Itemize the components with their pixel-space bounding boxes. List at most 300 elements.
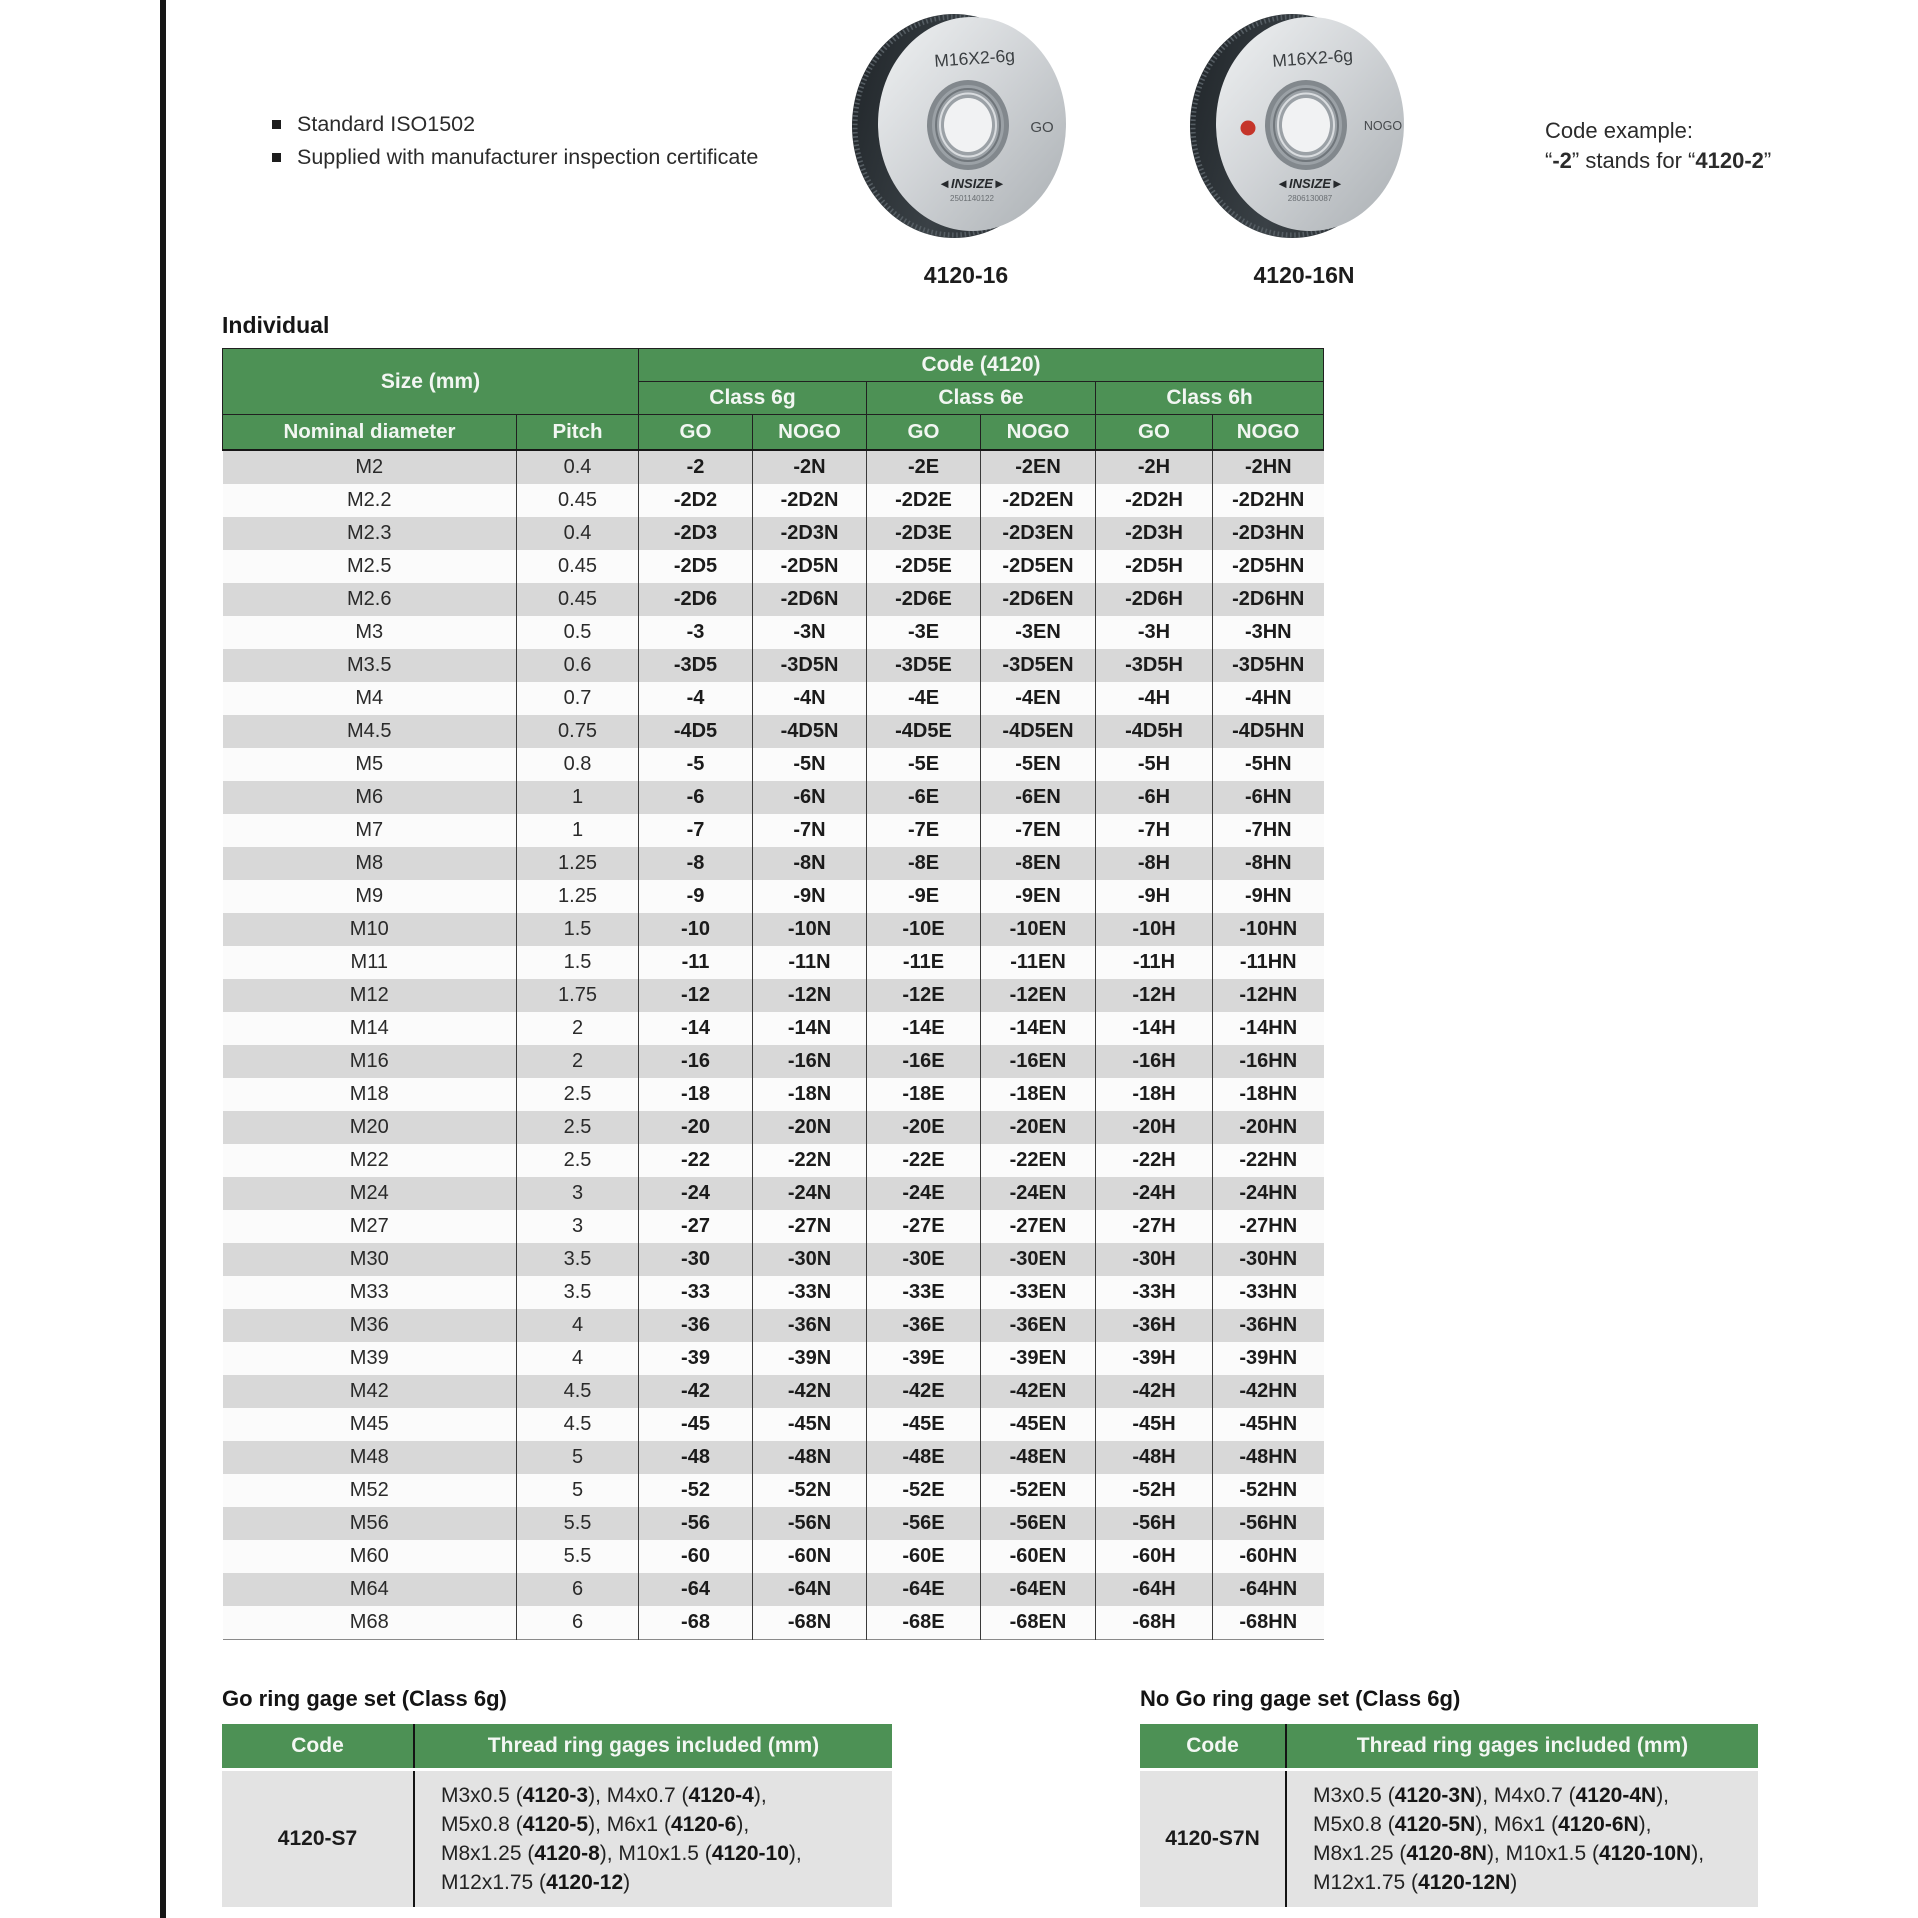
order-code-cell: -12N [753, 979, 867, 1012]
order-code-cell: -27N [753, 1210, 867, 1243]
ring-marking-text: M16X2-6g [933, 45, 1016, 71]
order-code-cell: -52EN [981, 1474, 1096, 1507]
order-code-cell: -2D3E [867, 517, 981, 550]
order-code-cell: -27EN [981, 1210, 1096, 1243]
nogo-set-title: No Go ring gage set (Class 6g) [1140, 1686, 1461, 1711]
order-code-cell: -2D6E [867, 583, 981, 616]
size-row [223, 1474, 1324, 1507]
order-code-cell: -2H [1096, 450, 1213, 484]
header-nogo: NOGO [753, 415, 867, 451]
nogo-set-included-cell [1286, 1770, 1758, 1908]
size-row [223, 1111, 1324, 1144]
order-code-cell: -2D3HN [1213, 517, 1324, 550]
order-code-cell: -22 [639, 1144, 753, 1177]
header-class-6e: Class 6e [867, 382, 1096, 415]
order-code-cell: -2D5H [1096, 550, 1213, 583]
size-row [223, 1078, 1324, 1111]
pitch-cell: 0.6 [517, 649, 639, 682]
order-code-cell: -48E [867, 1441, 981, 1474]
order-code-cell: -2D2H [1096, 484, 1213, 517]
order-code-cell: -18N [753, 1078, 867, 1111]
order-code-cell: -39N [753, 1342, 867, 1375]
order-code-cell: -56EN [981, 1507, 1096, 1540]
order-code-cell: -36H [1096, 1309, 1213, 1342]
order-code-cell: -4D5 [639, 715, 753, 748]
pitch-cell: 3 [517, 1177, 639, 1210]
order-code-cell: -5 [639, 748, 753, 781]
order-code-cell: -11E [867, 946, 981, 979]
nominal-diameter-cell: M68 [349, 1611, 389, 1633]
order-code-cell: -24H [1096, 1177, 1213, 1210]
header-pitch: Pitch [517, 415, 639, 451]
order-code-cell: -18 [639, 1078, 753, 1111]
order-code-cell: -52N [753, 1474, 867, 1507]
nogo-ring-gage-image [1186, 8, 1422, 244]
order-code-cell: -5EN [981, 748, 1096, 781]
nominal-diameter-cell: M64 [349, 1578, 389, 1600]
order-code-cell: -2HN [1213, 450, 1324, 484]
nominal-diameter-cell: M6 [355, 786, 384, 808]
order-code-cell: -10H [1096, 913, 1213, 946]
order-code-cell: -33 [639, 1276, 753, 1309]
nominal-diameter-cell: M2 [355, 456, 384, 478]
nominal-diameter-cell: M20 [349, 1116, 389, 1138]
go-ring-caption: 4120-16 [923, 262, 1009, 288]
order-code-cell: -22H [1096, 1144, 1213, 1177]
pitch-cell: 1 [517, 781, 639, 814]
size-row [223, 1243, 1324, 1276]
go-set-table [222, 1724, 892, 1907]
order-code-cell: -64N [753, 1573, 867, 1606]
nominal-diameter-cell: M36 [349, 1314, 389, 1336]
order-code-cell: -24E [867, 1177, 981, 1210]
order-code-cell: -4HN [1213, 682, 1324, 715]
included-line: M3x0.5 (4120-3), M4x0.7 (4120-4), [441, 1784, 767, 1807]
order-code-cell: -12E [867, 979, 981, 1012]
order-code-cell: -11H [1096, 946, 1213, 979]
header-class-6g: Class 6g [639, 382, 867, 415]
order-code-cell: -33N [753, 1276, 867, 1309]
order-code-cell: -2D3H [1096, 517, 1213, 550]
order-code-cell: -45N [753, 1408, 867, 1441]
size-row [223, 814, 1324, 847]
pitch-cell: 0.7 [517, 682, 639, 715]
go-set-header-included: Thread ring gages included (mm) [414, 1724, 892, 1770]
order-code-cell: -9HN [1213, 880, 1324, 913]
insize-logo: ◄INSIZE► [1276, 176, 1344, 191]
size-row [223, 1012, 1324, 1045]
nominal-diameter-cell: M52 [349, 1479, 389, 1501]
order-code-cell: -6H [1096, 781, 1213, 814]
order-code-cell: -10HN [1213, 913, 1324, 946]
go-set-included-cell [414, 1770, 892, 1908]
order-code-cell: -2 [639, 450, 753, 484]
nominal-diameter-cell: M14 [349, 1017, 389, 1039]
size-row [223, 1507, 1324, 1540]
page-left-border [160, 0, 166, 1918]
order-code-cell: -2D2E [867, 484, 981, 517]
order-code-cell: -64HN [1213, 1573, 1324, 1606]
included-line: M5x0.8 (4120-5), M6x1 (4120-6), [441, 1813, 750, 1836]
order-code-cell: -5E [867, 748, 981, 781]
order-code-cell: -24N [753, 1177, 867, 1210]
order-code-cell: -2D6EN [981, 583, 1096, 616]
order-code-cell: -2D5E [867, 550, 981, 583]
order-code-cell: -2D6 [639, 583, 753, 616]
pitch-cell: 5.5 [517, 1540, 639, 1573]
feature-text: Supplied with manufacturer inspection certificate [297, 145, 759, 169]
pitch-cell: 0.75 [517, 715, 639, 748]
order-code-cell: -16E [867, 1045, 981, 1078]
size-row [223, 880, 1324, 913]
nominal-diameter-cell: M2.3 [347, 522, 392, 544]
go-set-header-code: Code [222, 1724, 414, 1770]
go-set-row [222, 1770, 892, 1908]
order-code-cell: -20EN [981, 1111, 1096, 1144]
pitch-cell: 1.25 [517, 880, 639, 913]
bullet-square-icon [272, 153, 281, 162]
order-code-cell: -24EN [981, 1177, 1096, 1210]
feature-text: Standard ISO1502 [297, 112, 476, 136]
pitch-cell: 6 [517, 1573, 639, 1606]
order-code-cell: -2D2N [753, 484, 867, 517]
order-code-cell: -36E [867, 1309, 981, 1342]
order-code-cell: -8H [1096, 847, 1213, 880]
order-code-cell: -27E [867, 1210, 981, 1243]
order-code-cell: -33E [867, 1276, 981, 1309]
order-code-cell: -48 [639, 1441, 753, 1474]
insize-logo: ◄INSIZE► [938, 176, 1006, 191]
order-code-cell: -14EN [981, 1012, 1096, 1045]
nominal-diameter-cell: M10 [349, 918, 389, 940]
order-code-cell: -14H [1096, 1012, 1213, 1045]
order-code-cell: -68H [1096, 1606, 1213, 1640]
pitch-cell: 2.5 [517, 1078, 639, 1111]
order-code-cell: -11N [753, 946, 867, 979]
order-code-cell: -4D5H [1096, 715, 1213, 748]
nominal-diameter-cell: M2.5 [347, 555, 392, 577]
order-code-cell: -3N [753, 616, 867, 649]
pitch-cell: 0.8 [517, 748, 639, 781]
size-row [223, 649, 1324, 682]
order-code-cell: -2EN [981, 450, 1096, 484]
order-code-cell: -2D5EN [981, 550, 1096, 583]
order-code-cell: -45HN [1213, 1408, 1324, 1441]
order-code-cell: -11 [639, 946, 753, 979]
pitch-cell: 0.4 [517, 517, 639, 550]
nominal-diameter-cell: M39 [349, 1347, 389, 1369]
nominal-diameter-cell: M5 [355, 753, 384, 775]
go-set-title: Go ring gage set (Class 6g) [222, 1686, 507, 1711]
order-code-cell: -45H [1096, 1408, 1213, 1441]
nominal-diameter-cell: M16 [349, 1050, 389, 1072]
order-code-cell: -20N [753, 1111, 867, 1144]
individual-codes-table [222, 348, 1324, 1640]
pitch-cell: 0.45 [517, 550, 639, 583]
size-row [223, 616, 1324, 649]
size-row [223, 1045, 1324, 1078]
order-code-cell: -8E [867, 847, 981, 880]
size-row [223, 484, 1324, 517]
order-code-cell: -52 [639, 1474, 753, 1507]
order-code-cell: -9EN [981, 880, 1096, 913]
nominal-diameter-cell: M24 [349, 1182, 389, 1204]
order-code-cell: -5H [1096, 748, 1213, 781]
order-code-cell: -52H [1096, 1474, 1213, 1507]
order-code-cell: -5HN [1213, 748, 1324, 781]
order-code-cell: -68N [753, 1606, 867, 1640]
ring-serial-number: 2806130087 [1287, 194, 1333, 203]
order-code-cell: -8HN [1213, 847, 1324, 880]
order-code-cell: -4E [867, 682, 981, 715]
pitch-cell: 4 [517, 1342, 639, 1375]
size-row [223, 1177, 1324, 1210]
size-row [223, 1540, 1324, 1573]
nominal-diameter-cell: M3 [355, 621, 384, 643]
section-title-individual: Individual [222, 312, 330, 338]
order-code-cell: -39 [639, 1342, 753, 1375]
order-code-cell: -64 [639, 1573, 753, 1606]
header-nominal-diameter: Nominal diameter [223, 415, 517, 451]
order-code-cell: -14HN [1213, 1012, 1324, 1045]
order-code-cell: -48EN [981, 1441, 1096, 1474]
order-code-cell: -22HN [1213, 1144, 1324, 1177]
order-code-cell: -20HN [1213, 1111, 1324, 1144]
order-code-cell: -27 [639, 1210, 753, 1243]
order-code-cell: -30EN [981, 1243, 1096, 1276]
nominal-diameter-cell: M2.2 [347, 489, 392, 511]
order-code-cell: -8N [753, 847, 867, 880]
order-code-cell: -36 [639, 1309, 753, 1342]
nominal-diameter-cell: M7 [355, 819, 384, 841]
order-code-cell: -10 [639, 913, 753, 946]
pitch-cell: 0.45 [517, 583, 639, 616]
table-header [223, 349, 1324, 451]
pitch-cell: 1.5 [517, 946, 639, 979]
order-code-cell: -3D5EN [981, 649, 1096, 682]
order-code-cell: -7EN [981, 814, 1096, 847]
size-row [223, 1441, 1324, 1474]
order-code-cell: -68E [867, 1606, 981, 1640]
order-code-cell: -12EN [981, 979, 1096, 1012]
order-code-cell: -22EN [981, 1144, 1096, 1177]
order-code-cell: -52E [867, 1474, 981, 1507]
nominal-diameter-cell: M60 [349, 1545, 389, 1567]
go-set-code-cell: 4120-S7 [222, 1770, 414, 1908]
order-code-cell: -16 [639, 1045, 753, 1078]
order-code-cell: -22N [753, 1144, 867, 1177]
order-code-cell: -7H [1096, 814, 1213, 847]
size-row [223, 450, 1324, 484]
order-code-cell: -2D6N [753, 583, 867, 616]
order-code-cell: -39E [867, 1342, 981, 1375]
order-code-cell: -12H [1096, 979, 1213, 1012]
order-code-cell: -2E [867, 450, 981, 484]
order-code-cell: -6E [867, 781, 981, 814]
order-code-cell: -39HN [1213, 1342, 1324, 1375]
pitch-cell: 2.5 [517, 1144, 639, 1177]
order-code-cell: -3D5 [639, 649, 753, 682]
order-code-cell: -3D5E [867, 649, 981, 682]
size-row [223, 682, 1324, 715]
size-row [223, 550, 1324, 583]
order-code-cell: -7N [753, 814, 867, 847]
order-code-cell: -60H [1096, 1540, 1213, 1573]
order-code-cell: -20 [639, 1111, 753, 1144]
nogo-set-header-included: Thread ring gages included (mm) [1286, 1724, 1758, 1770]
nominal-diameter-cell: M12 [349, 984, 389, 1006]
order-code-cell: -30N [753, 1243, 867, 1276]
order-code-cell: -42 [639, 1375, 753, 1408]
order-code-cell: -2D5 [639, 550, 753, 583]
nominal-diameter-cell: M42 [349, 1380, 389, 1402]
pitch-cell: 3.5 [517, 1276, 639, 1309]
pitch-cell: 1.25 [517, 847, 639, 880]
nominal-diameter-cell: M22 [349, 1149, 389, 1171]
order-code-cell: -30 [639, 1243, 753, 1276]
order-code-cell: -48H [1096, 1441, 1213, 1474]
order-code-cell: -39EN [981, 1342, 1096, 1375]
order-code-cell: -18E [867, 1078, 981, 1111]
nominal-diameter-cell: M48 [349, 1446, 389, 1468]
order-code-cell: -8EN [981, 847, 1096, 880]
nogo-set-table [1140, 1724, 1758, 1907]
nominal-diameter-cell: M56 [349, 1512, 389, 1534]
order-code-cell: -42N [753, 1375, 867, 1408]
feature-list [272, 112, 758, 178]
order-code-cell: -4N [753, 682, 867, 715]
pitch-cell: 2.5 [517, 1111, 639, 1144]
pitch-cell: 5 [517, 1441, 639, 1474]
order-code-cell: -2D2 [639, 484, 753, 517]
size-row [223, 979, 1324, 1012]
included-line: M3x0.5 (4120-3N), M4x0.7 (4120-4N), [1313, 1784, 1670, 1807]
go-ring-gage-photo [848, 8, 1084, 244]
order-code-cell: -10E [867, 913, 981, 946]
order-code-cell: -22E [867, 1144, 981, 1177]
pitch-cell: 4.5 [517, 1375, 639, 1408]
order-code-cell: -36N [753, 1309, 867, 1342]
order-code-cell: -7HN [1213, 814, 1324, 847]
nominal-diameter-cell: M9 [355, 885, 384, 907]
included-line: M12x1.75 (4120-12) [441, 1871, 631, 1894]
code-example-text: “-2” stands for “4120-2” [1545, 148, 1772, 173]
header-code-4120: Code (4120) [639, 349, 1324, 382]
order-code-cell: -14E [867, 1012, 981, 1045]
main-table-body [223, 450, 1324, 1640]
order-code-cell: -9H [1096, 880, 1213, 913]
ring-bore-hole [944, 98, 992, 152]
order-code-cell: -4D5HN [1213, 715, 1324, 748]
order-code-cell: -52HN [1213, 1474, 1324, 1507]
pitch-cell: 2 [517, 1012, 639, 1045]
order-code-cell: -2N [753, 450, 867, 484]
order-code-cell: -24 [639, 1177, 753, 1210]
nogo-set-header-code: Code [1140, 1724, 1286, 1770]
order-code-cell: -60HN [1213, 1540, 1324, 1573]
header-nogo: NOGO [981, 415, 1096, 451]
order-code-cell: -4D5E [867, 715, 981, 748]
order-code-cell: -2D3EN [981, 517, 1096, 550]
order-code-cell: -6HN [1213, 781, 1324, 814]
ring-serial-number: 2501140122 [950, 194, 994, 203]
order-code-cell: -16H [1096, 1045, 1213, 1078]
order-code-cell: -42H [1096, 1375, 1213, 1408]
size-row [223, 583, 1324, 616]
header-size-mm: Size (mm) [223, 349, 639, 415]
nominal-diameter-cell: M4.5 [347, 720, 392, 742]
order-code-cell: -14 [639, 1012, 753, 1045]
order-code-cell: -3H [1096, 616, 1213, 649]
nominal-diameter-cell: M30 [349, 1248, 389, 1270]
nogo-red-dot-indicator [1241, 121, 1256, 136]
nogo-label: NOGO [1363, 119, 1403, 133]
nominal-diameter-cell: M45 [349, 1413, 389, 1435]
order-code-cell: -5N [753, 748, 867, 781]
pitch-cell: 1 [517, 814, 639, 847]
order-code-cell: -45 [639, 1408, 753, 1441]
pitch-cell: 5 [517, 1474, 639, 1507]
order-code-cell: -30HN [1213, 1243, 1324, 1276]
order-code-cell: -9 [639, 880, 753, 913]
feature-item [272, 112, 758, 137]
feature-item [272, 145, 758, 170]
order-code-cell: -18EN [981, 1078, 1096, 1111]
order-code-cell: -11EN [981, 946, 1096, 979]
header-go: GO [867, 415, 981, 451]
nominal-diameter-cell: M27 [349, 1215, 389, 1237]
pitch-cell: 1.75 [517, 979, 639, 1012]
order-code-cell: -2D2HN [1213, 484, 1324, 517]
order-code-cell: -18HN [1213, 1078, 1324, 1111]
nominal-diameter-cell: M33 [349, 1281, 389, 1303]
size-row [223, 715, 1324, 748]
nogo-ring-caption: 4120-16N [1253, 262, 1355, 288]
order-code-cell: -12 [639, 979, 753, 1012]
size-row [223, 1408, 1324, 1441]
pitch-cell: 2 [517, 1045, 639, 1078]
order-code-cell: -39H [1096, 1342, 1213, 1375]
order-code-cell: -64EN [981, 1573, 1096, 1606]
nominal-diameter-cell: M4 [355, 687, 384, 709]
order-code-cell: -8 [639, 847, 753, 880]
order-code-cell: -42E [867, 1375, 981, 1408]
size-row [223, 1342, 1324, 1375]
order-code-cell: -11HN [1213, 946, 1324, 979]
nominal-diameter-cell: M18 [349, 1083, 389, 1105]
order-code-cell: -3EN [981, 616, 1096, 649]
pitch-cell: 1.5 [517, 913, 639, 946]
order-code-cell: -42HN [1213, 1375, 1324, 1408]
order-code-cell: -16EN [981, 1045, 1096, 1078]
pitch-cell: 0.5 [517, 616, 639, 649]
size-row [223, 1144, 1324, 1177]
nogo-ring-gage-photo [1186, 8, 1422, 244]
order-code-cell: -16N [753, 1045, 867, 1078]
order-code-cell: -56H [1096, 1507, 1213, 1540]
order-code-cell: -42EN [981, 1375, 1096, 1408]
order-code-cell: -3D5H [1096, 649, 1213, 682]
size-row [223, 1606, 1324, 1640]
order-code-cell: -60E [867, 1540, 981, 1573]
order-code-cell: -7 [639, 814, 753, 847]
size-row [223, 1276, 1324, 1309]
included-line: M8x1.25 (4120-8N), M10x1.5 (4120-10N), [1313, 1842, 1705, 1865]
included-line: M8x1.25 (4120-8), M10x1.5 (4120-10), [441, 1842, 802, 1865]
order-code-cell: -2D6H [1096, 583, 1213, 616]
size-row [223, 748, 1324, 781]
order-code-cell: -27H [1096, 1210, 1213, 1243]
